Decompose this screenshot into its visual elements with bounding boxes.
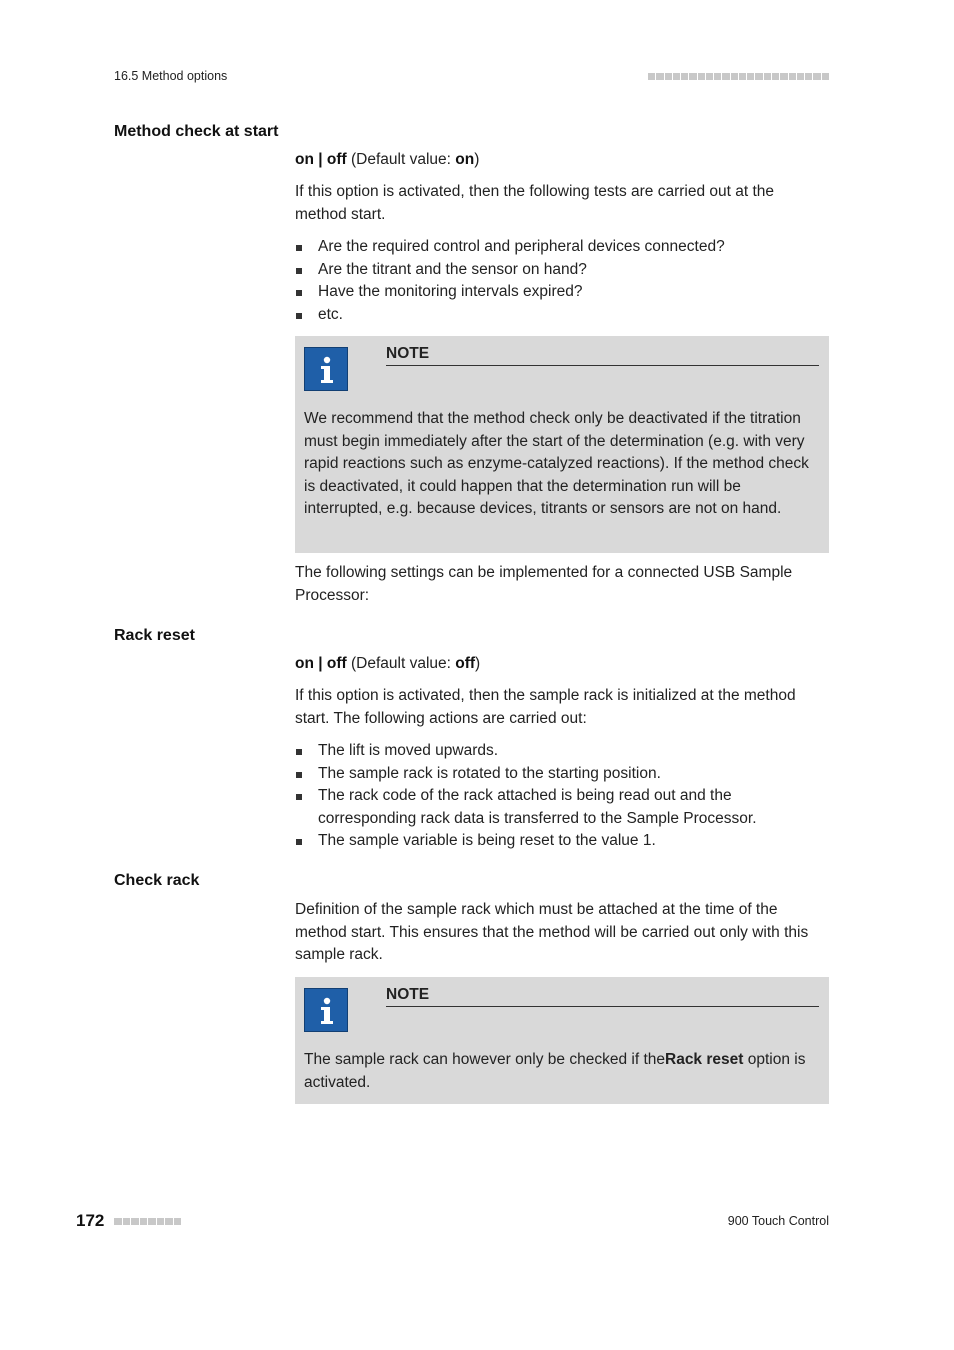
list-item: The lift is moved upwards. — [295, 740, 830, 763]
list-item: Have the monitoring intervals expired? — [295, 281, 830, 304]
default-prefix: (Default value: — [346, 655, 456, 672]
default-prefix: (Default value: — [346, 151, 456, 168]
list-item: The rack code of the rack attached is being read out and the corresponding rack data is transferred to the Sample Processor. — [295, 785, 830, 830]
value-on: on — [295, 655, 314, 672]
value-separator: | — [313, 151, 327, 168]
info-icon — [304, 988, 348, 1032]
rack-reset-bullet-list — [295, 740, 830, 853]
usb-sample-processor-intro: The following settings can be implemented for a connected USB Sample Processor: — [295, 564, 793, 604]
note-title: NOTE — [386, 986, 819, 1007]
list-item: The sample rack is rotated to the starting position. — [295, 763, 830, 786]
page-number: 172 — [76, 1211, 105, 1230]
list-item: The sample variable is being reset to the value 1. — [295, 830, 830, 853]
list-item: Are the required control and peripheral devices connected? — [295, 236, 830, 259]
rack-reset-description: If this option is activated, then the sample rack is initialized at the method start. The following actions are carried out: — [295, 687, 796, 727]
value-off: off — [326, 655, 347, 672]
note-text: We recommend that the method check only be deactivated if the titration must begin immediately after the start of the determination (e.g. with very rapid reactions such as enzyme-catalyzed reactions). If the method check is deactivated, it could happen that the determination run will be interrupted, e.g. because devices, titrants or sensors are not on hand. — [304, 410, 809, 517]
method-check-bullet-list — [295, 236, 830, 326]
check-rack-description: Definition of the sample rack which must be attached at the time of the method start. This ensures that the method will be carried out only with this sample rack. — [295, 901, 809, 963]
check-rack-heading: Check rack — [114, 872, 200, 889]
value-off: off — [326, 151, 347, 168]
value-separator: | — [313, 655, 327, 672]
rack-reset-values — [295, 653, 830, 676]
method-check-description: If this option is activated, then the following tests are carried out at the method start. — [295, 183, 775, 223]
method-check-note-box — [295, 336, 829, 553]
list-item: etc. — [295, 304, 830, 327]
method-check-values — [295, 149, 830, 172]
info-icon — [304, 347, 348, 391]
default-close: ) — [475, 655, 481, 672]
note-text-after: option is activated. — [304, 1051, 806, 1091]
running-header-section: 16.5 Method options — [114, 69, 228, 83]
rack-reset-heading: Rack reset — [114, 627, 195, 644]
header-decorative-marks — [648, 73, 829, 80]
footer-product-name: 900 Touch Control — [727, 1214, 829, 1228]
default-close: ) — [474, 151, 480, 168]
check-rack-note-box — [295, 977, 829, 1104]
default-value: off — [455, 655, 476, 672]
footer-decorative-marks — [114, 1218, 181, 1225]
note-text — [304, 1049, 819, 1094]
method-check-heading: Method check at start — [114, 123, 279, 140]
default-value: on — [455, 151, 475, 168]
note-text-before: The sample rack can however only be checked if the — [304, 1051, 665, 1068]
value-on: on — [295, 151, 314, 168]
note-title: NOTE — [386, 345, 819, 366]
list-item: Are the titrant and the sensor on hand? — [295, 259, 830, 282]
note-text-bold: Rack reset — [665, 1051, 744, 1068]
